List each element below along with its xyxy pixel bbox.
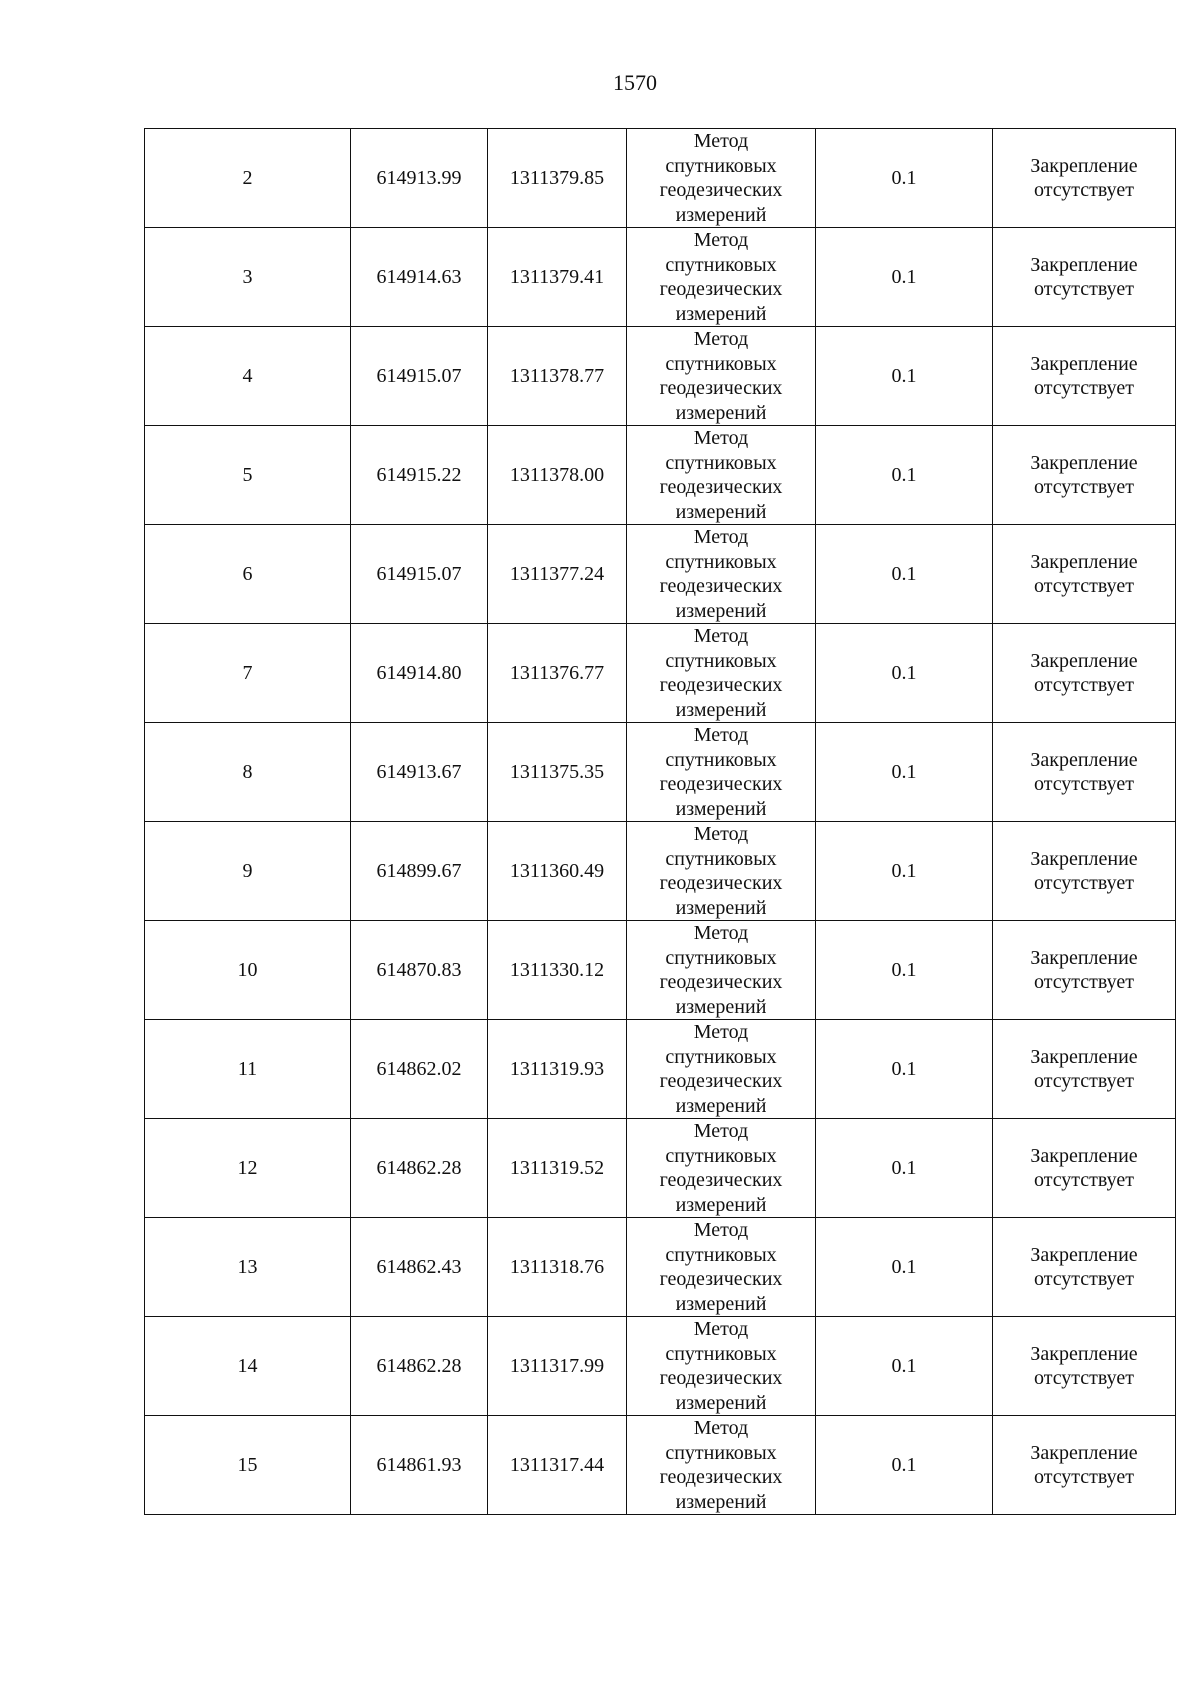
accuracy-cell: 0.1 <box>816 624 993 723</box>
method-cell-line: измерений <box>675 698 767 721</box>
method-cell-line: спутниковых <box>665 550 777 573</box>
y-coordinate-cell: 1311375.35 <box>488 723 627 822</box>
point-number-cell: 10 <box>145 921 351 1020</box>
fixing-cell-line: отсутствует <box>1033 1169 1135 1191</box>
method-cell-line: геодезических <box>659 773 783 795</box>
y-coordinate-cell: 1311330.12 <box>488 921 627 1020</box>
fixing-cell <box>993 1119 1176 1218</box>
method-cell-line: спутниковых <box>665 748 777 771</box>
method-cell <box>627 327 816 426</box>
point-number-cell: 11 <box>145 1020 351 1119</box>
fixing-cell-line: Закрепление <box>1030 748 1138 771</box>
fixing-cell-line: отсутствует <box>1033 179 1135 201</box>
accuracy-cell: 0.1 <box>816 228 993 327</box>
table-row <box>145 1119 1176 1218</box>
table-row <box>145 426 1176 525</box>
fixing-cell <box>993 1416 1176 1515</box>
method-cell-line: геодезических <box>659 575 783 597</box>
fixing-cell-line: Закрепление <box>1030 649 1138 672</box>
method-cell-line: спутниковых <box>665 1243 777 1266</box>
fixing-cell <box>993 822 1176 921</box>
fixing-cell-line: отсутствует <box>1033 575 1135 597</box>
method-cell <box>627 624 816 723</box>
fixing-cell-line: отсутствует <box>1033 1466 1135 1488</box>
method-cell-line: измерений <box>675 401 767 424</box>
method-cell-line: геодезических <box>659 971 783 993</box>
method-cell-line: Метод <box>693 130 749 152</box>
method-cell-line: спутниковых <box>665 1441 777 1464</box>
method-cell-line: измерений <box>675 797 767 820</box>
fixing-cell <box>993 525 1176 624</box>
method-cell-line: измерений <box>675 1193 767 1216</box>
method-cell-line: Метод <box>693 1120 749 1142</box>
y-coordinate-cell: 1311319.52 <box>488 1119 627 1218</box>
accuracy-cell: 0.1 <box>816 1218 993 1317</box>
fixing-cell-line: Закрепление <box>1030 1243 1138 1266</box>
fixing-cell-line: отсутствует <box>1033 278 1135 300</box>
method-cell-line: геодезических <box>659 1367 783 1389</box>
fixing-cell <box>993 1020 1176 1119</box>
table-row <box>145 327 1176 426</box>
x-coordinate-cell: 614915.22 <box>351 426 488 525</box>
method-cell-line: измерений <box>675 500 767 523</box>
fixing-cell-line: отсутствует <box>1033 1367 1135 1389</box>
table-row <box>145 1218 1176 1317</box>
fixing-cell-line: Закрепление <box>1030 550 1138 573</box>
x-coordinate-cell: 614870.83 <box>351 921 488 1020</box>
method-cell-line: геодезических <box>659 476 783 498</box>
fixing-cell-line: Закрепление <box>1030 253 1138 276</box>
method-cell <box>627 1218 816 1317</box>
method-cell <box>627 525 816 624</box>
method-cell-line: геодезических <box>659 377 783 399</box>
method-cell-line: измерений <box>675 1292 767 1315</box>
coordinates-table-body <box>145 129 1176 1515</box>
table-row <box>145 228 1176 327</box>
method-cell-line: Метод <box>693 526 749 548</box>
method-cell-line: геодезических <box>659 674 783 696</box>
method-cell-line: геодезических <box>659 1466 783 1488</box>
y-coordinate-cell: 1311317.99 <box>488 1317 627 1416</box>
point-number-cell: 14 <box>145 1317 351 1416</box>
method-cell-line: измерений <box>675 1391 767 1414</box>
method-cell-line: Метод <box>693 427 749 449</box>
x-coordinate-cell: 614915.07 <box>351 327 488 426</box>
fixing-cell-line: отсутствует <box>1033 1070 1135 1092</box>
method-cell-line: измерений <box>675 995 767 1018</box>
fixing-cell <box>993 723 1176 822</box>
table-row <box>145 129 1176 228</box>
fixing-cell-line: Закрепление <box>1030 451 1138 474</box>
y-coordinate-cell: 1311377.24 <box>488 525 627 624</box>
y-coordinate-cell: 1311317.44 <box>488 1416 627 1515</box>
method-cell-line: геодезических <box>659 1070 783 1092</box>
fixing-cell-line: отсутствует <box>1033 674 1135 696</box>
method-cell <box>627 1317 816 1416</box>
method-cell-line: геодезических <box>659 278 783 300</box>
y-coordinate-cell: 1311376.77 <box>488 624 627 723</box>
table-row <box>145 723 1176 822</box>
point-number-cell: 12 <box>145 1119 351 1218</box>
method-cell-line: измерений <box>675 302 767 325</box>
fixing-cell-line: Закрепление <box>1030 352 1138 375</box>
method-cell-line: Метод <box>693 823 749 845</box>
method-cell <box>627 822 816 921</box>
method-cell-line: измерений <box>675 599 767 622</box>
x-coordinate-cell: 614913.99 <box>351 129 488 228</box>
y-coordinate-cell: 1311378.77 <box>488 327 627 426</box>
coordinates-table <box>144 128 1176 1515</box>
method-cell <box>627 723 816 822</box>
accuracy-cell: 0.1 <box>816 921 993 1020</box>
page-number: 1570 <box>613 70 657 95</box>
method-cell-line: спутниковых <box>665 154 777 177</box>
method-cell-line: спутниковых <box>665 649 777 672</box>
point-number-cell: 4 <box>145 327 351 426</box>
accuracy-cell: 0.1 <box>816 1119 993 1218</box>
method-cell-line: спутниковых <box>665 1342 777 1365</box>
point-number-cell: 13 <box>145 1218 351 1317</box>
method-cell-line: геодезических <box>659 1169 783 1191</box>
table-row <box>145 1317 1176 1416</box>
table-row <box>145 921 1176 1020</box>
method-cell-line: спутниковых <box>665 847 777 870</box>
fixing-cell-line: Закрепление <box>1030 1144 1138 1167</box>
accuracy-cell: 0.1 <box>816 1317 993 1416</box>
x-coordinate-cell: 614914.80 <box>351 624 488 723</box>
y-coordinate-cell: 1311379.85 <box>488 129 627 228</box>
y-coordinate-cell: 1311378.00 <box>488 426 627 525</box>
method-cell-line: Метод <box>693 328 749 350</box>
point-number-cell: 6 <box>145 525 351 624</box>
accuracy-cell: 0.1 <box>816 129 993 228</box>
point-number-cell: 15 <box>145 1416 351 1515</box>
x-coordinate-cell: 614862.28 <box>351 1119 488 1218</box>
method-cell <box>627 1119 816 1218</box>
fixing-cell-line: отсутствует <box>1033 476 1135 498</box>
method-cell-line: Метод <box>693 724 749 746</box>
method-cell-line: спутниковых <box>665 253 777 276</box>
x-coordinate-cell: 614913.67 <box>351 723 488 822</box>
x-coordinate-cell: 614914.63 <box>351 228 488 327</box>
method-cell-line: спутниковых <box>665 946 777 969</box>
fixing-cell-line: отсутствует <box>1033 971 1135 993</box>
fixing-cell-line: Закрепление <box>1030 1342 1138 1365</box>
x-coordinate-cell: 614862.28 <box>351 1317 488 1416</box>
point-number-cell: 2 <box>145 129 351 228</box>
point-number-cell: 5 <box>145 426 351 525</box>
method-cell-line: измерений <box>675 1094 767 1117</box>
method-cell <box>627 426 816 525</box>
method-cell <box>627 1416 816 1515</box>
y-coordinate-cell: 1311318.76 <box>488 1218 627 1317</box>
method-cell <box>627 129 816 228</box>
fixing-cell-line: Закрепление <box>1030 847 1138 870</box>
fixing-cell <box>993 1218 1176 1317</box>
fixing-cell <box>993 129 1176 228</box>
table-row <box>145 624 1176 723</box>
method-cell-line: измерений <box>675 896 767 919</box>
method-cell <box>627 1020 816 1119</box>
table-row <box>145 1020 1176 1119</box>
point-number-cell: 3 <box>145 228 351 327</box>
y-coordinate-cell: 1311379.41 <box>488 228 627 327</box>
y-coordinate-cell: 1311360.49 <box>488 822 627 921</box>
accuracy-cell: 0.1 <box>816 426 993 525</box>
x-coordinate-cell: 614915.07 <box>351 525 488 624</box>
method-cell-line: Метод <box>693 1219 749 1241</box>
fixing-cell <box>993 921 1176 1020</box>
method-cell-line: спутниковых <box>665 1144 777 1167</box>
fixing-cell-line: Закрепление <box>1030 1441 1138 1464</box>
fixing-cell <box>993 1317 1176 1416</box>
point-number-cell: 9 <box>145 822 351 921</box>
method-cell-line: Метод <box>693 229 749 251</box>
method-cell-line: Метод <box>693 1318 749 1340</box>
method-cell-line: измерений <box>675 1490 767 1513</box>
fixing-cell <box>993 426 1176 525</box>
method-cell-line: Метод <box>693 1417 749 1439</box>
point-number-cell: 7 <box>145 624 351 723</box>
x-coordinate-cell: 614861.93 <box>351 1416 488 1515</box>
table-row <box>145 1416 1176 1515</box>
x-coordinate-cell: 614862.43 <box>351 1218 488 1317</box>
method-cell <box>627 921 816 1020</box>
method-cell-line: Метод <box>693 922 749 944</box>
method-cell <box>627 228 816 327</box>
fixing-cell-line: Закрепление <box>1030 1045 1138 1068</box>
table-row <box>145 525 1176 624</box>
y-coordinate-cell: 1311319.93 <box>488 1020 627 1119</box>
method-cell-line: геодезических <box>659 872 783 894</box>
accuracy-cell: 0.1 <box>816 1020 993 1119</box>
method-cell-line: спутниковых <box>665 1045 777 1068</box>
point-number-cell: 8 <box>145 723 351 822</box>
accuracy-cell: 0.1 <box>816 525 993 624</box>
table-row <box>145 822 1176 921</box>
fixing-cell-line: отсутствует <box>1033 1268 1135 1290</box>
method-cell-line: измерений <box>675 203 767 226</box>
fixing-cell-line: отсутствует <box>1033 773 1135 795</box>
fixing-cell <box>993 624 1176 723</box>
accuracy-cell: 0.1 <box>816 822 993 921</box>
fixing-cell-line: отсутствует <box>1033 872 1135 894</box>
fixing-cell-line: Закрепление <box>1030 154 1138 177</box>
method-cell-line: геодезических <box>659 1268 783 1290</box>
method-cell-line: спутниковых <box>665 451 777 474</box>
accuracy-cell: 0.1 <box>816 723 993 822</box>
method-cell-line: Метод <box>693 625 749 647</box>
method-cell-line: спутниковых <box>665 352 777 375</box>
fixing-cell <box>993 327 1176 426</box>
x-coordinate-cell: 614862.02 <box>351 1020 488 1119</box>
method-cell-line: Метод <box>693 1021 749 1043</box>
accuracy-cell: 0.1 <box>816 1416 993 1515</box>
x-coordinate-cell: 614899.67 <box>351 822 488 921</box>
fixing-cell-line: отсутствует <box>1033 377 1135 399</box>
fixing-cell-line: Закрепление <box>1030 946 1138 969</box>
accuracy-cell: 0.1 <box>816 327 993 426</box>
fixing-cell <box>993 228 1176 327</box>
method-cell-line: геодезических <box>659 179 783 201</box>
